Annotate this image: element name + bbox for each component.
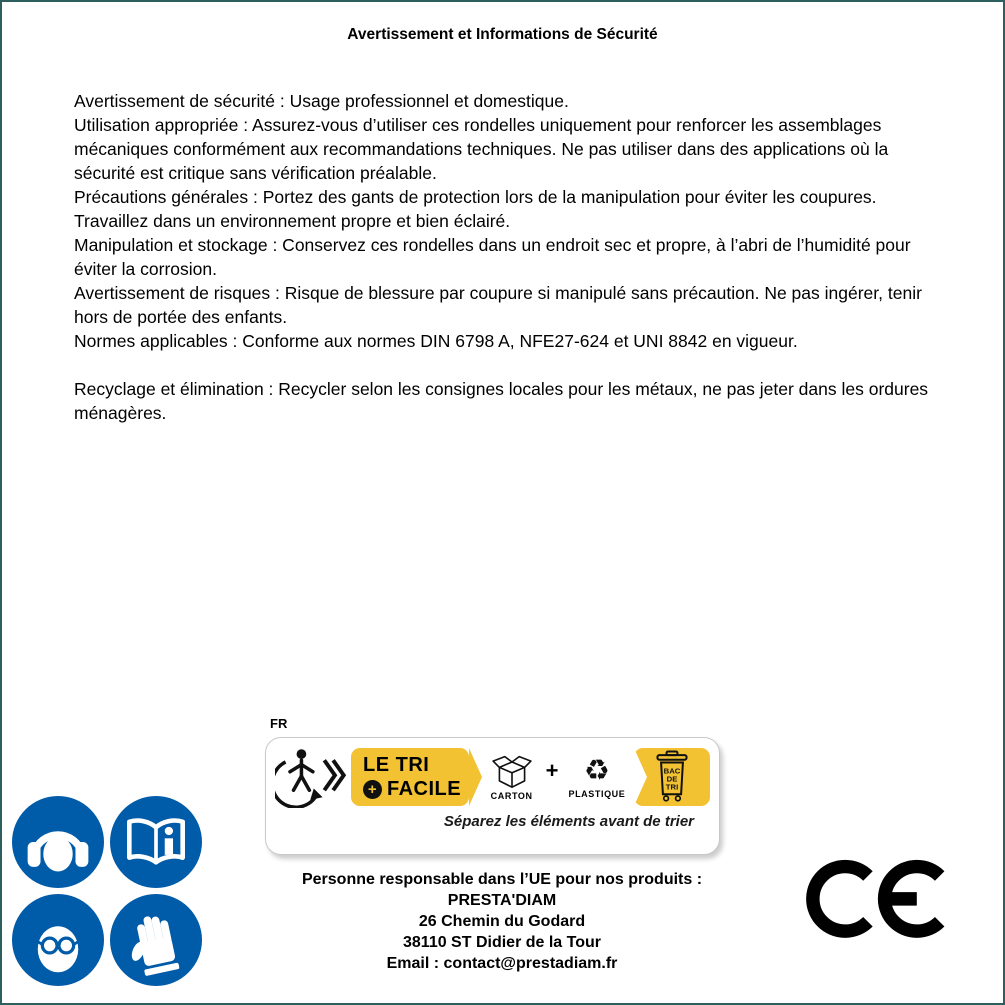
- bin-text-de: DE: [666, 774, 678, 784]
- wear-ear-protection-icon: [12, 796, 104, 888]
- sorting-instruction: Séparez les éléments avant de trier: [443, 813, 694, 830]
- trash-bin-icon: [652, 750, 692, 804]
- address-street: 26 Chemin du Godard: [418, 913, 586, 930]
- wear-eye-protection-icon: [12, 894, 104, 986]
- bin-text-tri: TRI: [665, 782, 679, 792]
- plastique-item: [568, 755, 625, 799]
- triman-logo-icon: [275, 746, 349, 808]
- bac-de-tri-flag: [634, 748, 710, 806]
- paragraph-recycling-disposal: Recyclage et élimination : Recycler selon les consignes locales pour les métaux, ne pas jeter dans les ordures ménagères.: [74, 379, 929, 423]
- address-city: 38110 ST Didier de la Tour: [403, 934, 601, 951]
- le-tri-facile-badge: [351, 748, 469, 806]
- paragraph-general-precautions: Précautions générales : Portez des gants de protection lors de la manipulation pour éviter les coupures. Travaillez dans un environnement propre et bien éclairé.: [74, 187, 877, 231]
- paragraph-applicable-standards: Normes applicables : Conforme aux normes DIN 6798 A, NFE27-624 et UNI 8842 en vigueur.: [74, 331, 798, 351]
- bin-text-bac: BAC: [663, 766, 681, 776]
- carton-label: CARTON: [490, 791, 533, 801]
- plus-badge-icon: +: [363, 780, 382, 799]
- responsible-address-block: [247, 869, 757, 974]
- wear-protective-gloves-icon: [110, 894, 202, 986]
- page-title: Avertissement et Informations de Sécurité: [347, 26, 658, 43]
- ce-marking-icon: [802, 854, 950, 944]
- info-tri-label: [265, 737, 720, 855]
- facile-text: FACILE: [387, 777, 462, 800]
- info-tri-main-row: [275, 745, 710, 809]
- read-instruction-manual-icon: [110, 796, 202, 888]
- responsible-intro: Personne responsable dans l’UE pour nos produits :: [301, 871, 703, 888]
- sorting-items: [469, 753, 634, 801]
- recycling-symbol-icon: ♻: [583, 755, 610, 787]
- paragraph-risk-warning: Avertissement de risques : Risque de blessure par coupure si manipulé sans précaution. Ne pas ingérer, tenir hors de portée des enfants.: [74, 283, 922, 327]
- contact-email: Email : contact@prestadiam.fr: [386, 955, 618, 972]
- paragraph-appropriate-use: Utilisation appropriée : Assurez-vous d’utiliser ces rondelles uniquement pour renforcer les assemblages mécaniques conformément aux recommandations techniques. Ne pas utiliser dans des applications où la sécurité est critique sans vérification préalable.: [74, 115, 889, 183]
- facile-row: [363, 778, 469, 801]
- plastique-label: PLASTIQUE: [568, 789, 626, 799]
- le-tri-text: LE TRI: [363, 753, 430, 776]
- paragraph-handling-storage: Manipulation et stockage : Conservez ces rondelles dans un endroit sec et propre, à l’abri de l’humidité pour éviter la corrosion.: [74, 235, 911, 279]
- carton-item: [488, 753, 536, 801]
- mandatory-pictograms-grid: [12, 796, 202, 986]
- company-name: PRESTA'DIAM: [447, 892, 557, 909]
- plus-separator: +: [545, 758, 559, 783]
- paragraph-safety-warning: Avertissement de sécurité : Usage professionnel et domestique.: [74, 91, 569, 111]
- safety-text-block: [74, 89, 942, 425]
- country-code-label: FR: [270, 716, 288, 731]
- carton-box-icon: [488, 753, 536, 789]
